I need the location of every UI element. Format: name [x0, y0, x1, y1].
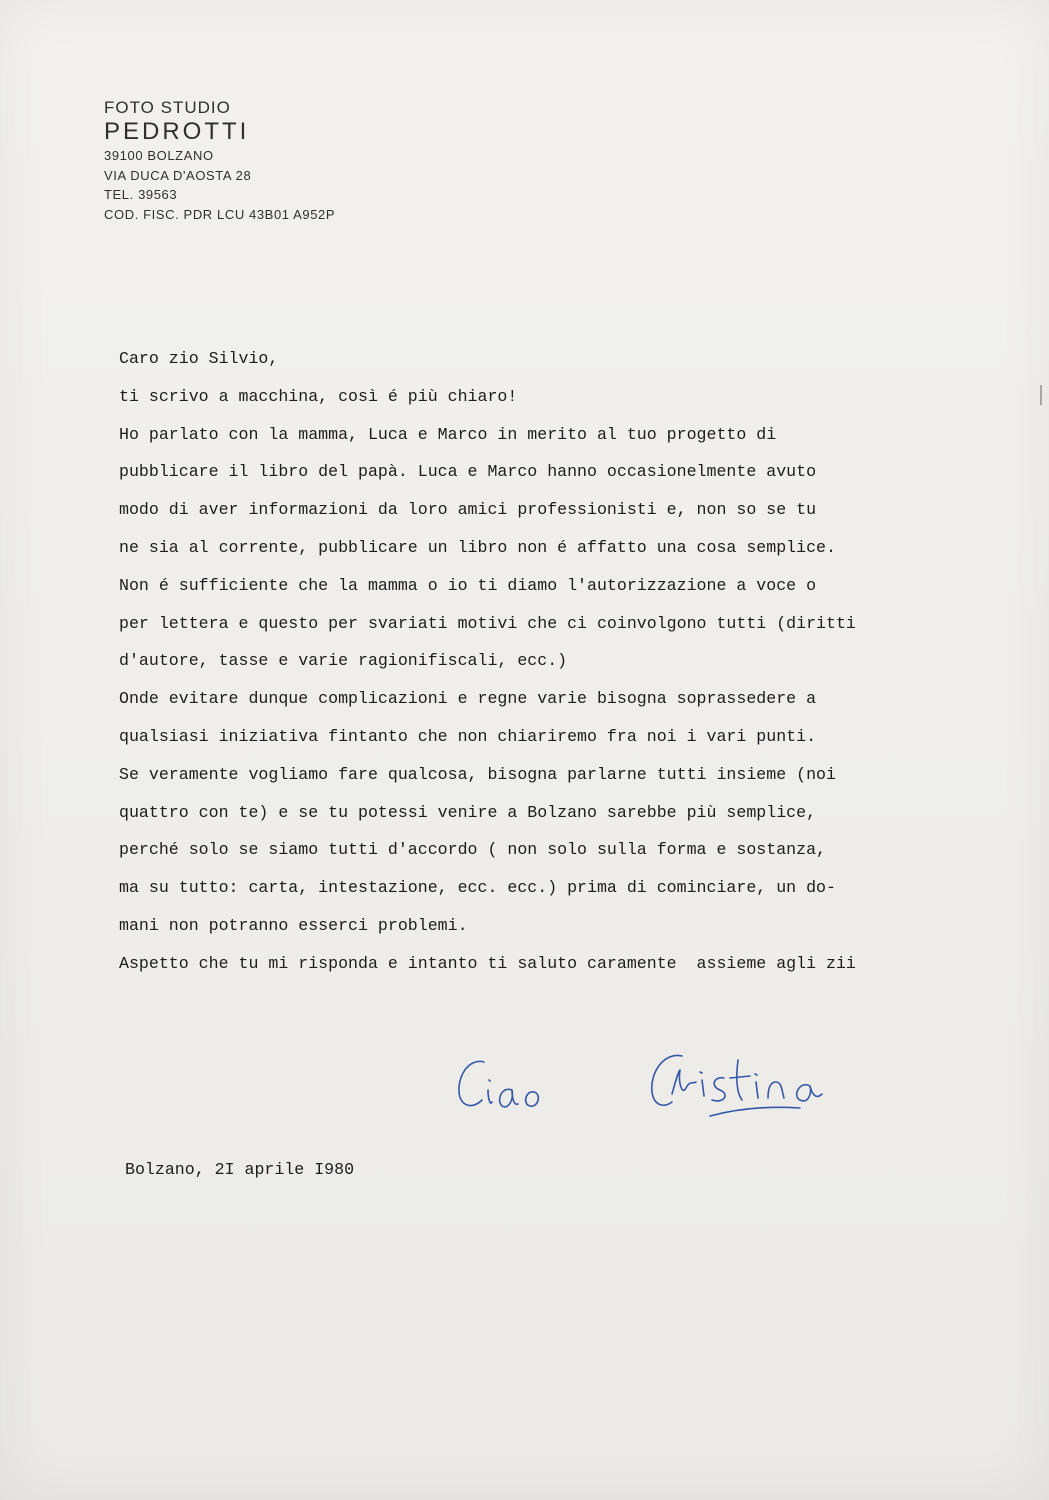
letter-line: per lettera e questo per svariati motivi che ci coinvolgono tutti (diritti: [119, 613, 856, 633]
letter-line: quattro con te) e se tu potessi venire a Bolzano sarebbe più semplice,: [119, 802, 817, 822]
letterhead-studio: FOTO STUDIO: [104, 98, 231, 117]
letterhead-name: PEDROTTI: [104, 118, 250, 145]
letterhead-phone: TEL. 39563: [104, 187, 178, 202]
letter-line: Aspetto che tu mi risponda e intanto ti saluto caramente assieme agli zii: [119, 953, 856, 973]
letter-line: modo di aver informazioni da loro amici professionisti e, non so se tu: [119, 500, 817, 520]
letter-line: Non é sufficiente che la mamma o io ti diamo l'autorizzazione a voce o: [119, 575, 817, 595]
handwritten-signature: [450, 1050, 850, 1120]
letter-line: mani non potranno esserci problemi.: [119, 915, 468, 935]
letter-body: [119, 340, 856, 983]
letter-line: pubblicare il libro del papà. Luca e Marco hanno occasionelmente avuto: [119, 462, 817, 482]
letterhead-address: VIA DUCA D'AOSTA 28: [104, 167, 252, 183]
letter-line: d'autore, tasse e varie ragionifiscali, ecc.): [119, 651, 568, 671]
letterhead-tax-code: COD. FISC. PDR LCU 43B01 A952P: [104, 206, 336, 222]
letter-line: Onde evitare dunque complicazioni e regne varie bisogna soprassedere a: [119, 689, 817, 709]
letter-line: ne sia al corrente, pubblicare un libro non é affatto una cosa semplice.: [119, 537, 836, 557]
letterhead: [104, 98, 335, 224]
letter-line: perché solo se siamo tutti d'accordo ( non solo sulla forma e sostanza,: [119, 840, 827, 860]
paper-edge-mark: [1040, 385, 1042, 405]
letter-line: ti scrivo a macchina, così é più chiaro!: [119, 386, 518, 406]
letter-line: Se veramente vogliamo fare qualcosa, bisogna parlarne tutti insieme (noi: [119, 764, 836, 784]
letter-line: qualsiasi iniziativa fintanto che non chiariremo fra noi i vari punti.: [119, 726, 817, 746]
letter-line: Ho parlato con la mamma, Luca e Marco in merito al tuo progetto di: [119, 424, 777, 444]
letter-date: Bolzano, 2I aprile I980: [125, 1160, 355, 1179]
letter-line: ma su tutto: carta, intestazione, ecc. ecc.) prima di cominciare, un do-: [119, 878, 836, 898]
letter-line: Caro zio Silvio,: [119, 349, 279, 368]
letterhead-city: 39100 BOLZANO: [104, 148, 214, 163]
